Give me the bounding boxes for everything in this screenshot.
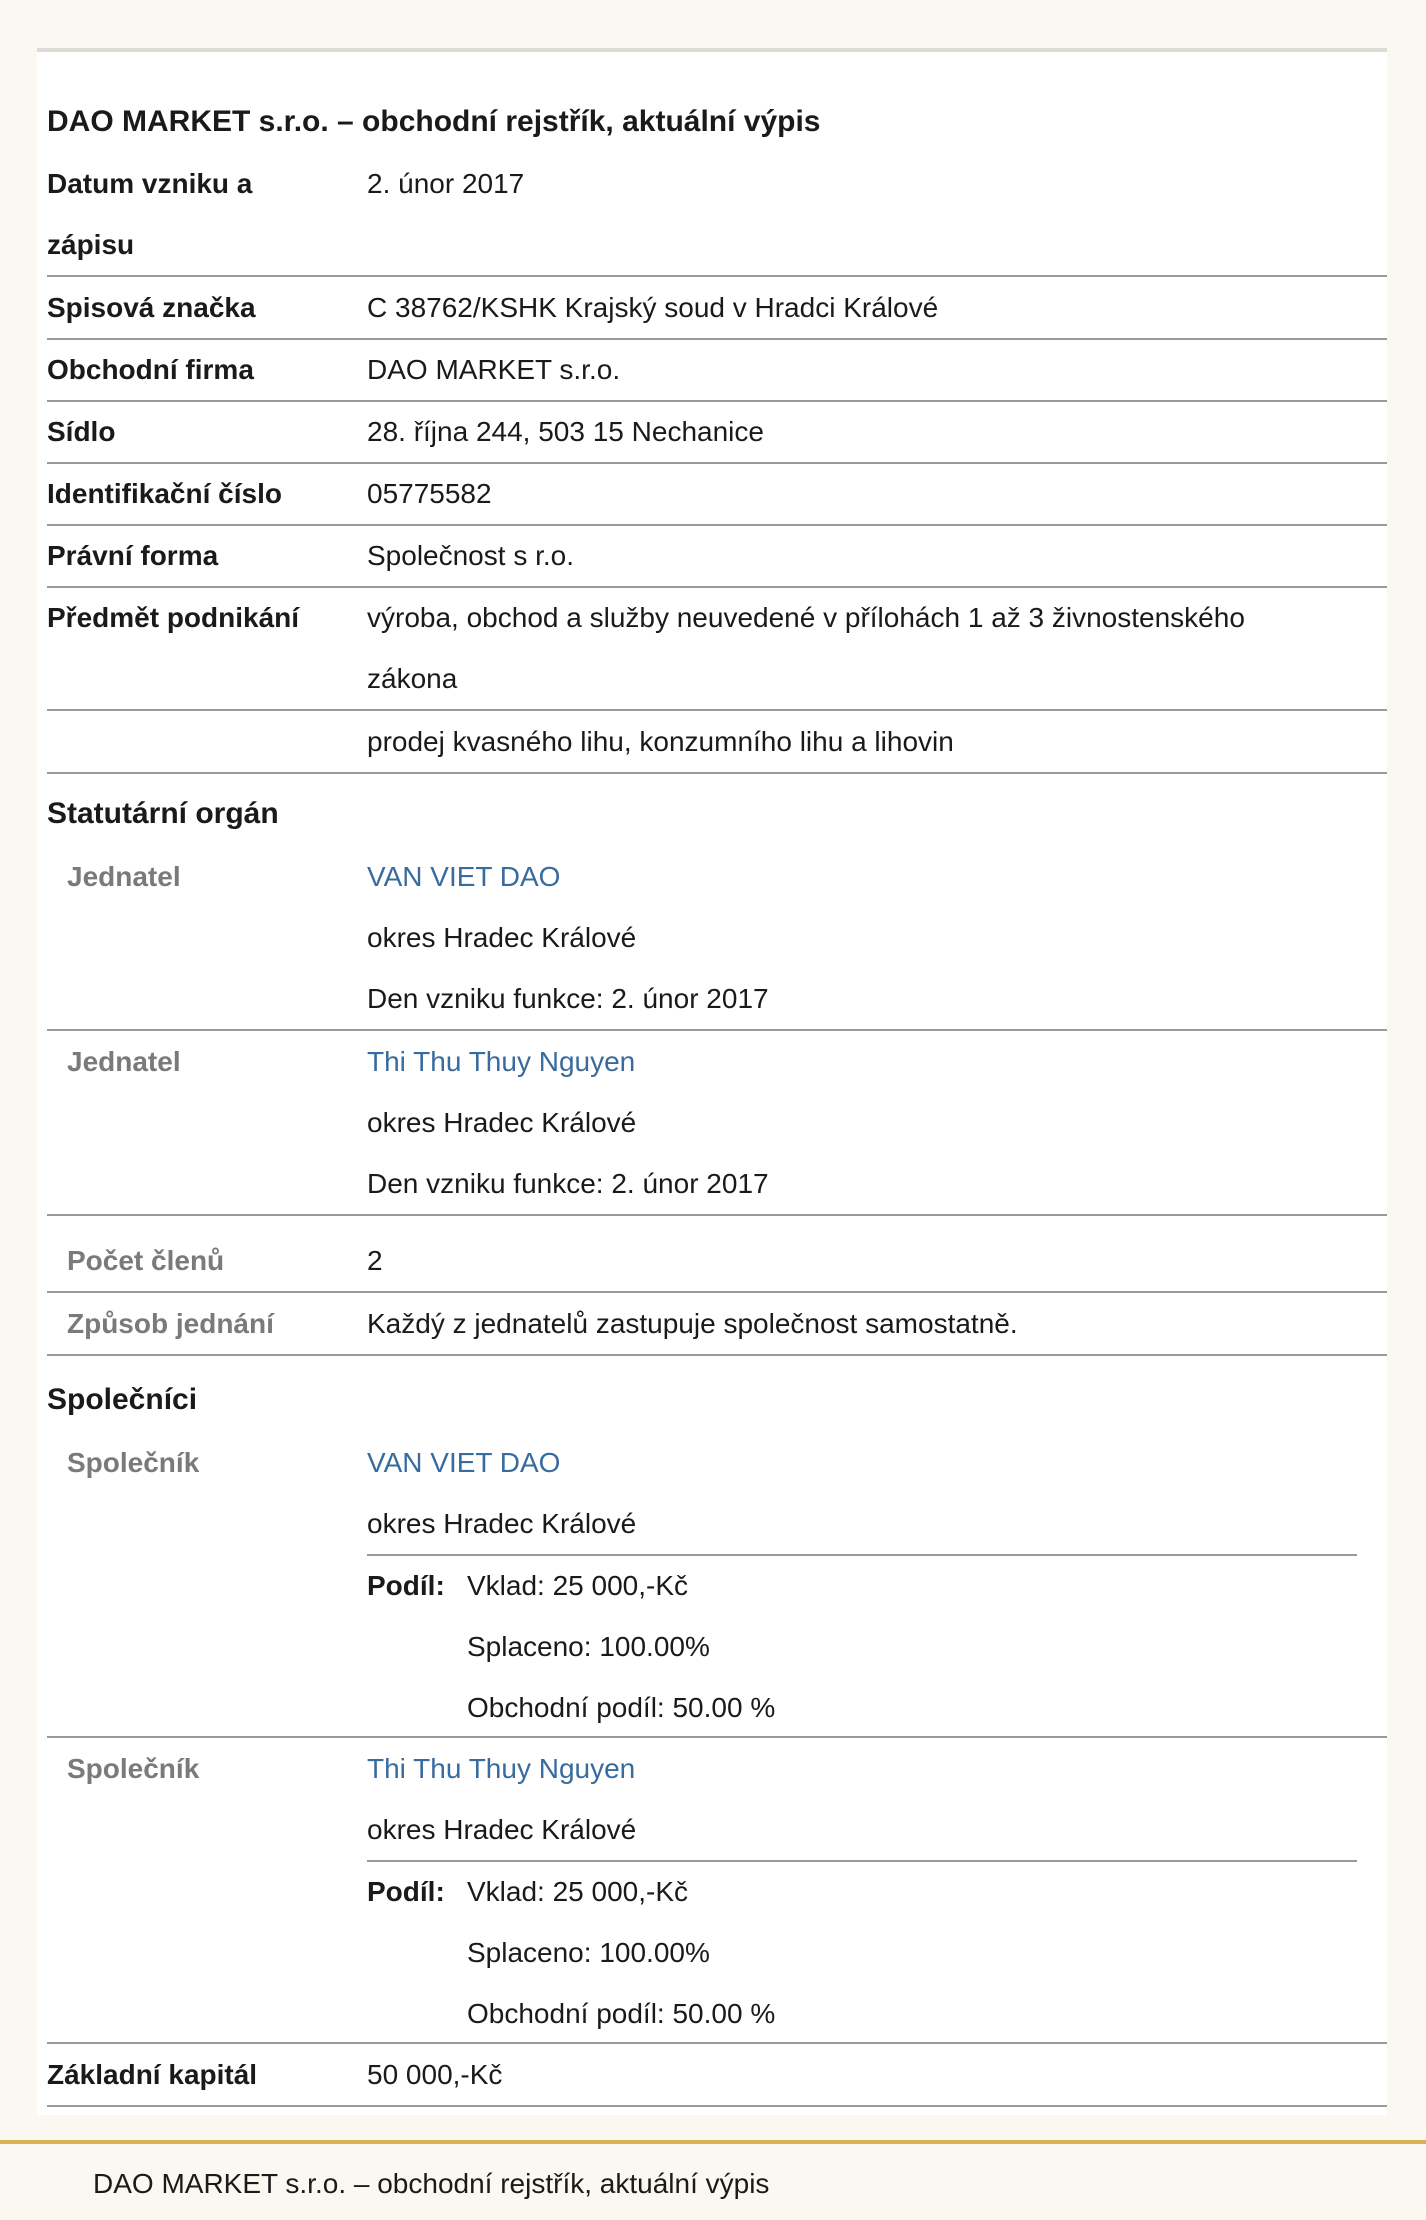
link-jednatel-2[interactable]: Thi Thu Thuy Nguyen <box>367 1046 636 1077</box>
since-jednatel-2: Den vzniku funkce: 2. únor 2017 <box>367 1168 769 1199</box>
link-spolecnik-1[interactable]: VAN VIET DAO <box>367 1447 561 1478</box>
value-zakladni-kapital: 50 000,-Kč <box>367 2059 503 2090</box>
spolecnik-2-person <box>367 1738 636 1860</box>
label-pocet-clenu: Počet členů <box>67 1245 225 1276</box>
statutarni-member-1 <box>47 846 1387 1031</box>
link-jednatel-1[interactable]: VAN VIET DAO <box>367 861 561 892</box>
role-jednatel-1: Jednatel <box>67 861 181 892</box>
label-ico: Identifikační číslo <box>47 478 282 509</box>
splaceno-2: Splaceno: 100.00% <box>467 1937 710 1968</box>
podil-values-2 <box>467 1861 867 2044</box>
splaceno-1: Splaceno: 100.00% <box>467 1631 710 1662</box>
label-obchodni-firma: Obchodní firma <box>47 354 254 385</box>
label-zakladni-kapital: Základní kapitál <box>47 2059 258 2090</box>
value-obchodni-firma: DAO MARKET s.r.o. <box>367 354 621 385</box>
role-spolecnik-2: Společník <box>67 1753 200 1784</box>
row-predmet-podnikani-2 <box>47 711 1387 774</box>
label-datum-line1: Datum vzniku a <box>47 168 253 199</box>
predmet-1-line2: zákona <box>367 663 458 694</box>
page-title: DAO MARKET s.r.o. – obchodní rejstřík, aktuální výpis <box>47 105 821 138</box>
vklad-1: Vklad: 25 000,-Kč <box>467 1570 689 1601</box>
row-zakladni-kapital <box>47 2044 1387 2107</box>
row-spisova-znacka <box>47 277 1387 340</box>
label-sidlo: Sídlo <box>47 416 116 447</box>
podil-label-2: Podíl: <box>367 1876 445 1907</box>
row-ico <box>47 463 1387 526</box>
label-pravni-forma: Právní forma <box>47 540 219 571</box>
statutarni-member-2 <box>47 1031 1387 1216</box>
row-sidlo <box>47 401 1387 464</box>
value-predmet-1 <box>367 587 1245 709</box>
row-pocet-clenu <box>47 1230 1387 1293</box>
podil-label-1: Podíl: <box>367 1570 445 1601</box>
district-jednatel-2: okres Hradec Králové <box>367 1107 637 1138</box>
spolecnik-2 <box>47 1738 1387 2044</box>
value-ico: 05775582 <box>367 478 492 509</box>
district-spolecnik-2: okres Hradec Králové <box>367 1814 637 1845</box>
obchodni-podil-2: Obchodní podíl: 50.00 % <box>467 1998 776 2029</box>
spolecnik-1 <box>47 1432 1387 1738</box>
predmet-1-line1: výroba, obchod a služby neuvedené v přílohách 1 až 3 živnostenského <box>367 602 1245 633</box>
heading-statutarni-organ: Statutární orgán <box>47 797 279 830</box>
role-spolecnik-1: Společník <box>67 1447 200 1478</box>
spolecnik-1-person <box>367 1432 636 1554</box>
district-jednatel-1: okres Hradec Králové <box>367 922 637 953</box>
value-predmet-2: prodej kvasného lihu, konzumního lihu a lihovin <box>367 726 954 757</box>
footer-title: DAO MARKET s.r.o. – obchodní rejstřík, aktuální výpis <box>93 2168 770 2199</box>
row-pravni-forma <box>47 525 1387 588</box>
label-predmet-podnikani: Předmět podnikání <box>47 602 300 633</box>
value-sidlo: 28. října 244, 503 15 Nechanice <box>367 416 764 447</box>
member-2-details <box>367 1031 769 1214</box>
row-obchodni-firma <box>47 339 1387 402</box>
since-jednatel-1: Den vzniku funkce: 2. únor 2017 <box>367 983 769 1014</box>
row-datum-vzniku <box>47 153 1387 277</box>
value-zpusob-jednani: Každý z jednatelů zastupuje společnost samostatně. <box>367 1308 1018 1339</box>
label-datum-line2: zápisu <box>47 229 135 260</box>
value-pocet-clenu: 2 <box>367 1245 383 1276</box>
obchodni-podil-1: Obchodní podíl: 50.00 % <box>467 1692 776 1723</box>
member-1-details <box>367 846 769 1029</box>
value-spisova-znacka: C 38762/KSHK Krajský soud v Hradci Králové <box>367 292 939 323</box>
podil-values-1 <box>467 1555 867 1738</box>
heading-spolecnici: Společníci <box>47 1383 198 1416</box>
link-spolecnik-2[interactable]: Thi Thu Thuy Nguyen <box>367 1753 636 1784</box>
row-zpusob-jednani <box>47 1293 1387 1356</box>
row-predmet-podnikani <box>47 587 1387 711</box>
district-spolecnik-1: okres Hradec Králové <box>367 1508 637 1539</box>
label-spisova-znacka: Spisová značka <box>47 292 256 323</box>
role-jednatel-2: Jednatel <box>67 1046 181 1077</box>
value-datum: 2. únor 2017 <box>367 168 525 199</box>
label-zpusob-jednani: Způsob jednání <box>67 1308 274 1339</box>
vklad-2: Vklad: 25 000,-Kč <box>467 1876 689 1907</box>
footer <box>0 2140 1426 2220</box>
register-card <box>37 48 1387 2115</box>
value-pravni-forma: Společnost s r.o. <box>367 540 575 571</box>
